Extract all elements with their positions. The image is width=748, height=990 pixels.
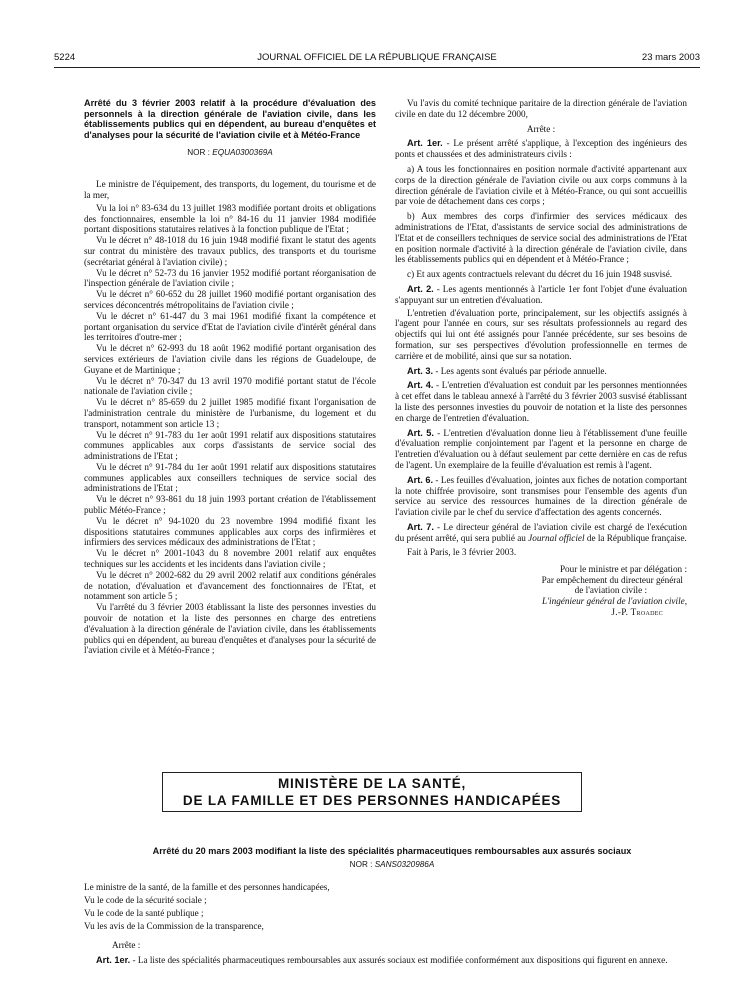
- article-label: Art. 1er.: [407, 138, 443, 149]
- article-label: Art. 4.: [407, 380, 434, 391]
- article-2-paragraph: L'entretien d'évaluation porte, principalement, sur les objectifs assignés à l'agent pour l'année en cours, sur ses résultats professionnels au regard des objectifs qui lui ont été assignés pour l'année précédente, sur ses besoins de formation, sur ses perspectives d'évolution professionnelle en termes de carrière et de mobilité, ainsi que sur sa notation.: [395, 307, 687, 361]
- visa-paragraph: Vu le code de la santé publique ;: [84, 907, 204, 918]
- article-text: - L'entretien d'évaluation donne lieu à l'établissement d'une feuille d'évaluation remplie conjointement par l'agent et la personne en charge de l'entretien d'évaluation ou à défaut seulement par cette dernière en cas de refus de l'agent. Un exemplaire de la feuille d'évaluation est remis à l'agent.: [395, 427, 687, 470]
- visa-paragraph: Vu le décret n° 52-73 du 16 janvier 1952 modifié portant réorganisation de l'inspection générale de l'aviation civile ;: [84, 267, 376, 289]
- visa-paragraph: Vu le décret n° 85-659 du 2 juillet 1985 modifié fixant l'organisation de l'administration centrale du ministère de l'urbanisme, du logement et du transport, notamment son article 13 ;: [84, 397, 376, 429]
- article-label: Art. 7.: [407, 521, 434, 532]
- nor-reference: [84, 859, 700, 870]
- nor-label: NOR :: [349, 859, 375, 869]
- visa-paragraph: Vu le décret n° 2001-1043 du 8 novembre 2001 relatif aux enquêtes techniques sur les accidents et les incidents dans l'aviation civile ;: [84, 548, 376, 570]
- page-number: 5224: [54, 52, 76, 63]
- article-text: - Les agents mentionnés à l'article 1er font l'objet d'une évaluation s'appuyant sur un entretien d'évaluation.: [395, 283, 688, 305]
- signature-line: de l'aviation civile :: [574, 585, 647, 596]
- ministry-heading: [162, 772, 582, 812]
- visa-paragraph: Vu les avis de la Commission de la transparence,: [84, 920, 264, 931]
- nor-label: NOR :: [187, 148, 213, 158]
- signature-line: Par empêchement du directeur général: [541, 574, 683, 585]
- visa-paragraph: Vu l'avis du comité technique paritaire de la direction générale de l'aviation civile en date du 12 décembre 2000,: [395, 98, 687, 119]
- arrete-title: Arrêté du 20 mars 2003 modifiant la liste des spécialités pharmaceutiques remboursables aux assurés sociaux: [152, 846, 632, 856]
- header-rule: [54, 67, 700, 68]
- minister-intro: Le ministre de l'équipement, des transports, du logement, du tourisme et de la mer,: [84, 179, 376, 200]
- page-header: [54, 52, 700, 66]
- article-text: - Le directeur général de l'aviation civile est chargé de l'exécution du présent arrêté, qui sera publié au: [395, 521, 687, 543]
- nor-reference: [84, 148, 376, 159]
- arrete-label: Arrête :: [112, 939, 141, 950]
- visa-paragraph: Vu le décret n° 93-861 du 18 juin 1993 portant création de l'établissement public Météo-France ;: [84, 494, 376, 516]
- visa-paragraph: Vu le décret n° 60-652 du 28 juillet 1960 modifié portant organisation des services déconcentrés métropolitains de l'aviation civile ;: [84, 289, 376, 310]
- visa-paragraph: Vu l'arrêté du 3 février 2003 établissant la liste des personnes investies du pouvoir de notation et la liste des personnes en charge des entretiens d'évaluation à la direction générale de l'aviation civile, dans les établissements publics qui en dépendent, au bureau d'enquêtes et d'analyses pour la sécurité de l'aviation civile et à Météo-France ;: [84, 602, 376, 656]
- signature-block: [395, 564, 687, 617]
- visa-paragraph: Vu le décret n° 94-1020 du 23 novembre 1994 modifié fixant les dispositions statutaires communes applicables aux corps des infirmières et infirmiers des services médicaux des administrations de l'Etat ;: [84, 515, 376, 548]
- nor-code: SANS0320986A: [374, 859, 435, 869]
- article-1: [84, 955, 700, 966]
- arrete-label: Arrête :: [526, 123, 556, 134]
- visa-paragraph: Vu le décret n° 61-447 du 3 mai 1961 modifié fixant la compétence et portant organisation du service d'Etat de l'aviation civile d'intérêt général dans les territoires d'outre-mer ;: [84, 310, 376, 343]
- ministry-line-2: DE LA FAMILLE ET DES PERSONNES HANDICAPÉES: [182, 793, 562, 808]
- signatory-name: J.-P. Troadec: [611, 606, 663, 617]
- journal-name: Journal officiel: [528, 532, 585, 543]
- signature-line: Pour le ministre et par délégation :: [559, 564, 687, 575]
- article-4: [395, 380, 687, 423]
- visa-paragraph: Vu la loi n° 83-634 du 13 juillet 1983 modifiée portant droits et obligations des fonctionnaires, ensemble la loi n° 84-16 du 11 janvier 1984 modifiée portant dispositions statutaires relatives à la fonction publique de l'Etat ;: [84, 202, 376, 235]
- article-label: Art. 5.: [407, 427, 434, 438]
- journal-title: JOURNAL OFFICIEL DE LA RÉPUBLIQUE FRANÇAISE: [257, 52, 497, 63]
- visa-paragraph: Vu le décret n° 48-1018 du 16 juin 1948 modifié fixant le statut des agents sur contrat du ministère des travaux publics, des transports et du tourisme (secrétariat général à l'aviation civile) ;: [84, 235, 376, 267]
- signatory-title: L'ingénieur général de l'aviation civile,: [541, 596, 687, 607]
- article-label: Art. 2.: [407, 283, 434, 294]
- visa-paragraph: Vu le décret n° 91-784 du 1er août 1991 relatif aux dispositions statutaires communes applicables aux conseillers techniques de service social des administrations de l'Etat ;: [84, 461, 376, 494]
- article-1-item-a: a) A tous les fonctionnaires en position normale d'activité appartenant aux corps de la direction générale de l'aviation civile ou aux corps communs à la direction générale de l'aviation civile et à Météo-France, ou qui sont accueillis par voie de détachement dans ces corps ;: [395, 163, 687, 207]
- article-text: - Le présent arrêté s'applique, à l'exception des ingénieurs des ponts et chaussées et des administrateurs civils :: [395, 138, 687, 160]
- ministry-line-1: MINISTÈRE DE LA SANTÉ,: [277, 776, 467, 791]
- visa-paragraph: Vu le décret n° 91-783 du 1er août 1991 relatif aux dispositions statutaires communes applicables aux corps d'assistants de service social des administrations de l'Etat ;: [84, 429, 376, 462]
- nor-code: EQUA0300369A: [212, 148, 273, 158]
- article-text: - L'entretien d'évaluation est conduit par les personnes mentionnées à cet effet dans le tableau annexé à l'arrêté du 3 février 2003 susvisé établissant la liste des personnes investies du pouvoir de notation et la liste des personnes en charge de l'entretien d'évaluation.: [395, 380, 688, 423]
- visa-list: [84, 179, 376, 656]
- right-column: [395, 98, 687, 617]
- article-1-item-c: c) Et aux agents contractuels relevant du décret du 16 juin 1948 susvisé.: [407, 269, 673, 280]
- bottom-arrete: [84, 846, 700, 970]
- arrete-title: Arrêté du 3 février 2003 relatif à la procédure d'évaluation des personnels à la direction générale de l'aviation civile, dans les établissements publics qui en dépendent, au bureau d'enquêtes et d'analyses pour la sécurité de l'aviation civile et à Météo-France: [84, 98, 376, 140]
- article-text: - Les feuilles d'évaluation, jointes aux fiches de notation comportant la note chiffrée provisoire, sont transmises pour l'ensemble des agents d'un service au service des ressources humaines de la direction générale de l'aviation civile par le chef du service d'affectation des agents concernés.: [395, 474, 687, 518]
- done-at: Fait à Paris, le 3 février 2003.: [407, 547, 517, 558]
- visa-list: [84, 882, 700, 932]
- article-text: - Les agents sont évalués par période annuelle.: [433, 365, 607, 376]
- issue-date: 23 mars 2003: [641, 52, 700, 63]
- article-label: Art. 1er.: [96, 954, 131, 965]
- article-label: Art. 3.: [407, 365, 434, 376]
- article-3: [395, 366, 687, 377]
- visa-paragraph: Vu le code de la sécurité sociale ;: [84, 894, 207, 905]
- article-text-end: de la République française.: [584, 532, 687, 543]
- visa-paragraph: Vu le décret n° 2002-682 du 29 avril 2002 relatif aux conditions générales de notation, d'évaluation et d'avancement des fonctionnaires de l'Etat, et notamment son article 5 ;: [84, 569, 376, 602]
- article-6: [395, 475, 687, 518]
- article-5: [395, 428, 687, 471]
- visa-paragraph: Vu le décret n° 70-347 du 13 avril 1970 modifié portant statut de l'école nationale de l'aviation civile ;: [84, 375, 376, 397]
- visa-paragraph: Vu le décret n° 62-993 du 18 août 1962 modifié portant organisation des services extérieurs de l'aviation civile dans les régions de Guadeloupe, de Guyane et de Martinique ;: [84, 343, 376, 375]
- article-text: - La liste des spécialités pharmaceutiques remboursables aux assurés sociaux est modifiée conformément aux dispositions qui figurent en annexe.: [130, 954, 668, 965]
- article-label: Art. 6.: [407, 474, 434, 485]
- article-1: [395, 138, 687, 160]
- article-7: [395, 522, 687, 544]
- minister-intro: Le ministre de la santé, de la famille et des personnes handicapées,: [84, 881, 330, 892]
- left-column: [84, 98, 376, 656]
- article-2: [395, 284, 687, 306]
- article-1-item-b: b) Aux membres des corps d'infirmier des services médicaux des administrations de l'Etat, d'assistants de service social des administrations de l'Etat et de conseillers techniques de service social des administrations de l'Etat en position normale d'activité à la direction générale de l'aviation civile, dans les établissements publics qui en dépendent et à Météo-France ;: [395, 211, 687, 265]
